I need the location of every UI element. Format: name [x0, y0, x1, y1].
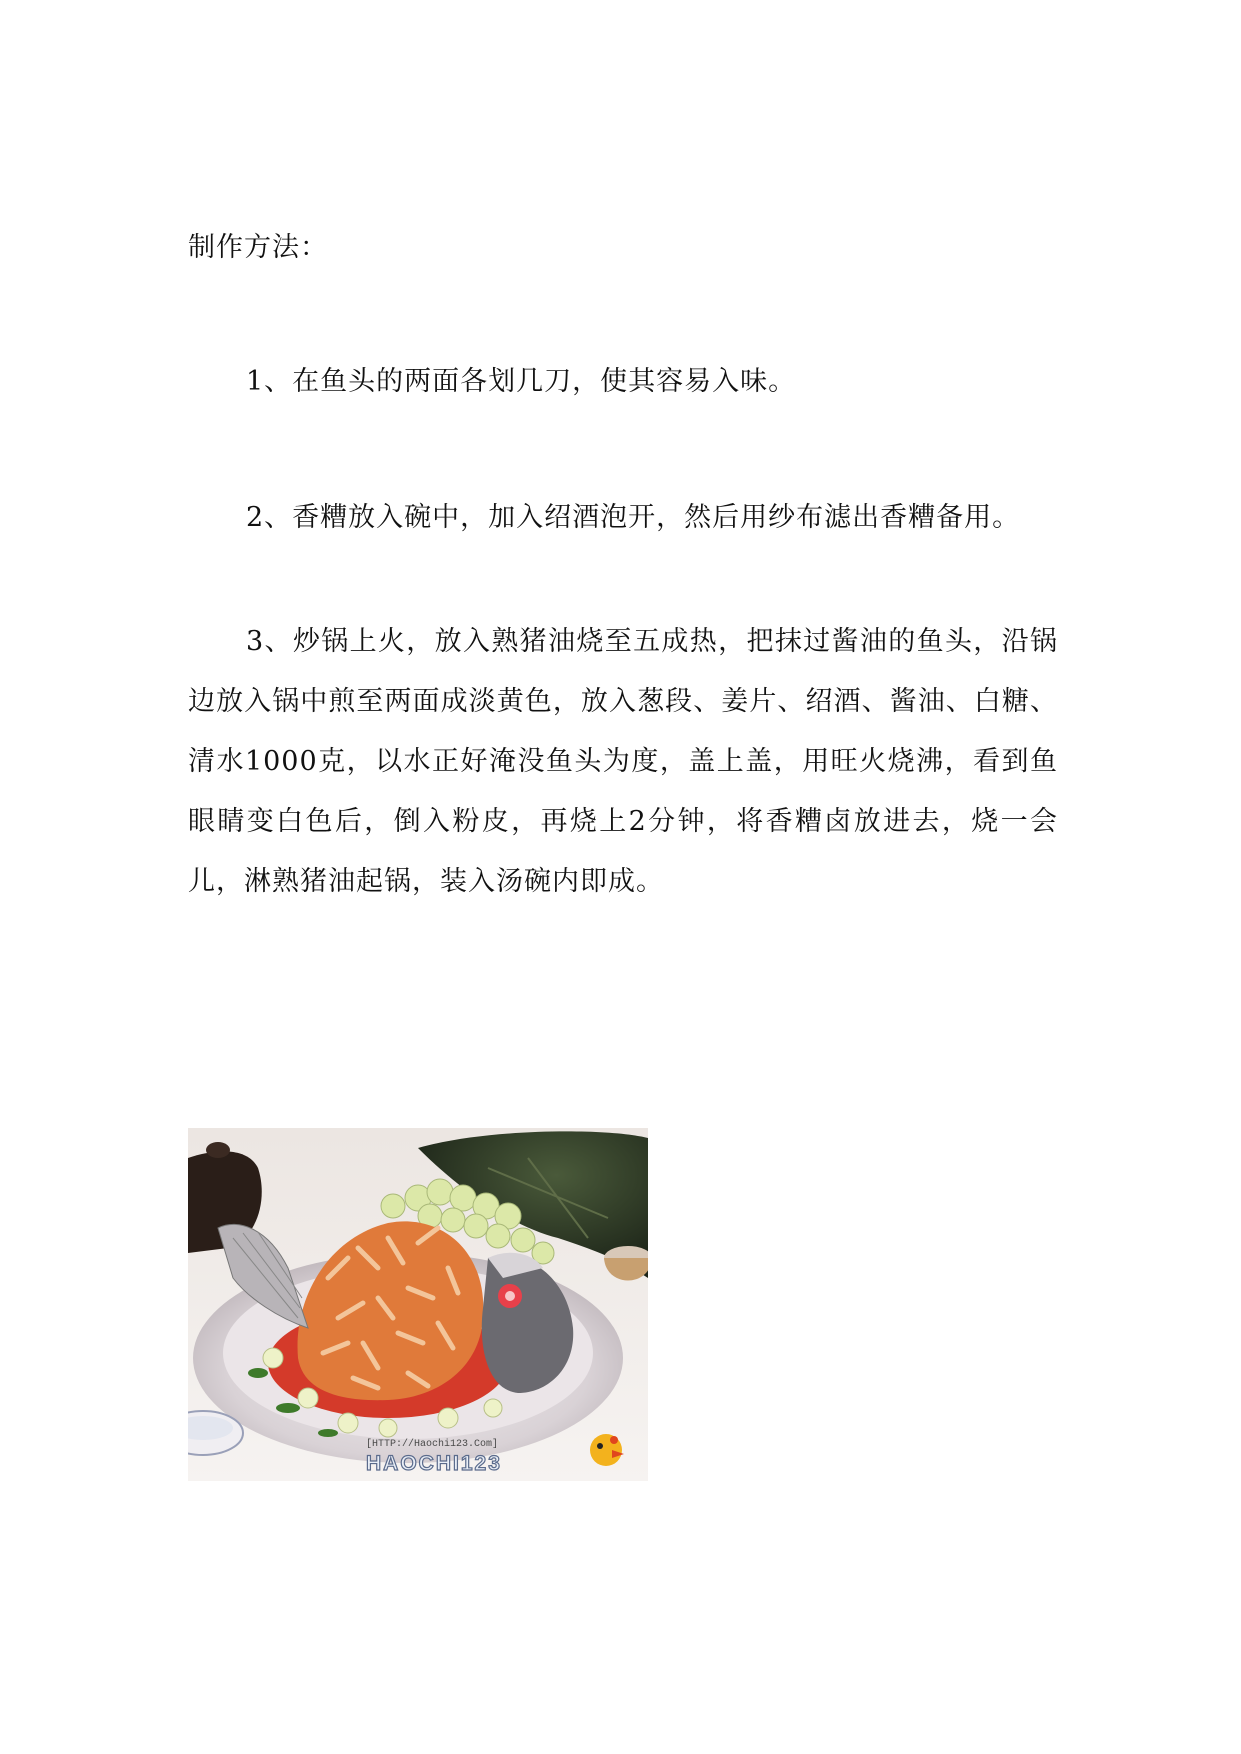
step-2-text: 2、香糟放入碗中，加入绍酒泡开，然后用纱布滤出香糟备用。 — [246, 502, 1021, 533]
watermark-logo: HAOCHI123 — [366, 1452, 502, 1475]
watermark-url: [HTTP://Haochi123.Com] — [366, 1439, 499, 1450]
dish-photo — [188, 1128, 648, 1481]
section-heading: 制作方法： — [188, 232, 328, 263]
step-3-text: 3、炒锅上火，放入熟猪油烧至五成热，把抹过酱油的鱼头，沿锅边放入锅中煎至两面成淡黄色，放入葱段、姜片、绍酒、酱油、白糖、清水1000克，以水正好淹没鱼头为度，盖上盖，用旺火烧沸，看到鱼眼睛变白色后，倒入粉皮，再烧上2分钟，将香糟卤放进去，烧一会儿，淋熟猪油起锅，装入汤碗内即成。 — [188, 626, 1058, 897]
step-1-text: 1、在鱼头的两面各划几刀，使其容易入味。 — [246, 366, 797, 397]
